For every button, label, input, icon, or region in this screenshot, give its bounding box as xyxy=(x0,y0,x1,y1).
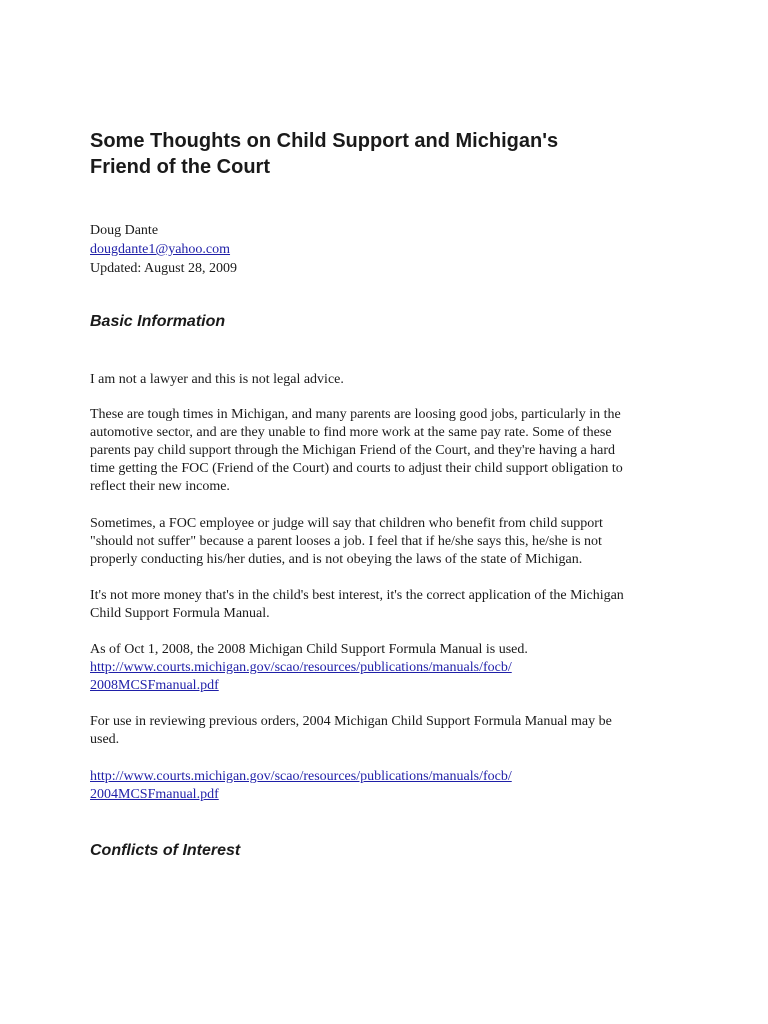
link-line: 2004MCSFmanual.pdf xyxy=(90,787,219,802)
paragraph-line: It's not more money that's in the child's best interest, it's the correct application of the Michigan xyxy=(90,588,624,603)
link-line: 2008MCSFmanual.pdf xyxy=(90,678,219,693)
paragraph-line: parents pay child support through the Michigan Friend of the Court, and they're having a hard xyxy=(90,443,616,458)
paragraph-2008-manual xyxy=(90,641,696,695)
paragraph-line: Child Support Formula Manual. xyxy=(90,606,270,621)
author-name: Doug Dante xyxy=(90,223,159,238)
paragraph-line: automotive sector, and are they unable to find more work at the same pay rate. Some of these xyxy=(90,425,612,440)
disclaimer-paragraph xyxy=(90,371,696,389)
paragraph-2004-manual xyxy=(90,713,696,749)
paragraph-line: For use in reviewing previous orders, 2004 Michigan Child Support Formula Manual may be xyxy=(90,714,612,729)
paragraph-line: As of Oct 1, 2008, the 2008 Michigan Child Support Formula Manual is used. xyxy=(90,642,528,657)
paragraph-line: used. xyxy=(90,732,120,747)
section-heading-conflicts-of-interest: Conflicts of Interest xyxy=(90,842,241,859)
section-heading-basic-information: Basic Information xyxy=(90,313,226,330)
paragraph-line: properly conducting his/her duties, and is not obeying the laws of the state of Michigan. xyxy=(90,552,583,567)
paragraph-line: time getting the FOC (Friend of the Court) and courts to adjust their child support obligation to xyxy=(90,461,623,476)
paragraph-tough-times xyxy=(90,406,696,496)
title-line: Friend of the Court xyxy=(90,156,270,178)
author-block xyxy=(90,221,690,278)
link-2004-manual[interactable] xyxy=(90,768,696,804)
paragraph-line: reflect their new income. xyxy=(90,479,230,494)
paragraph-line: "should not suffer" because a parent looses a job. I feel that if he/she says this, he/she is not xyxy=(90,534,602,549)
paragraph-best-interest xyxy=(90,587,696,623)
paragraph-line: I am not a lawyer and this is not legal advice. xyxy=(90,372,344,387)
link-2008-manual[interactable] xyxy=(90,659,696,695)
paragraph-line: These are tough times in Michigan, and many parents are loosing good jobs, particularly in the xyxy=(90,407,621,422)
link-paragraph-2004 xyxy=(90,768,696,804)
title-line: Some Thoughts on Child Support and Michigan's xyxy=(90,130,559,152)
author-email-link[interactable]: dougdante1@yahoo.com xyxy=(90,242,231,257)
updated-date: Updated: August 28, 2009 xyxy=(90,261,237,276)
page-title xyxy=(90,128,690,180)
link-line: http://www.courts.michigan.gov/scao/resources/publications/manuals/focb/ xyxy=(90,660,512,675)
link-line: http://www.courts.michigan.gov/scao/resources/publications/manuals/focb/ xyxy=(90,769,512,784)
paragraph-should-not-suffer xyxy=(90,515,696,569)
paragraph-line: Sometimes, a FOC employee or judge will say that children who benefit from child support xyxy=(90,516,603,531)
